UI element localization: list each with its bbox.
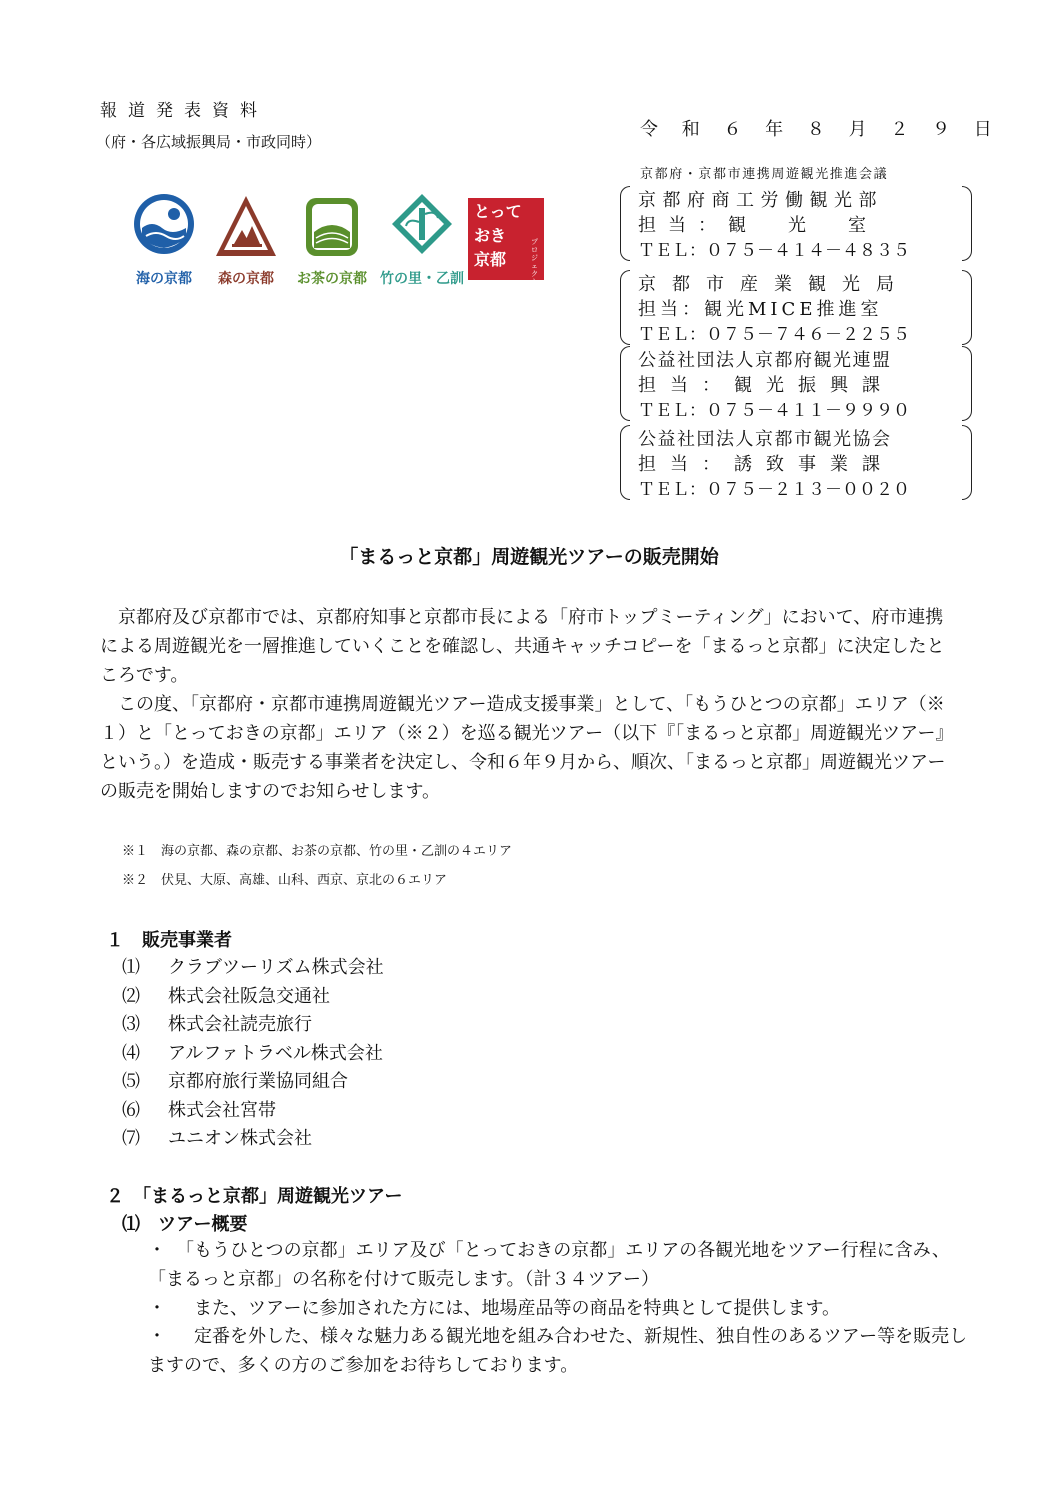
contact-department: 京都府商工労働観光部 <box>638 190 883 211</box>
footnote: ※１ 海の京都、森の京都、お茶の京都、竹の里・乙訓の４エリア <box>122 844 513 859</box>
contact-department: 公益社団法人京都市観光協会 <box>638 429 892 450</box>
contact-phone: ＴＥＬ：０７５－２１３－００２０ <box>638 480 910 500</box>
contact-person: 担当：観 光 室 <box>638 215 878 236</box>
item-number: ⑵ <box>122 986 140 1007</box>
bullet-text: 「もうひとつの京都」エリア及び「とっておきの京都」エリアの各観光地をツアー行程に含み、「まるっと京都」の名称を付けて販売します。（計３４ツアー） <box>148 1240 950 1290</box>
release-date: 令 和 ６ 年 ８ 月 ２ ９ 日 <box>640 119 1001 140</box>
headline: 「まるっと京都」周遊観光ツアーの販売開始 <box>339 546 719 568</box>
contact-phone: ＴＥＬ：０７５－４１４－４８３５ <box>638 241 910 261</box>
logo-label-line: 京都 <box>474 250 507 269</box>
contact-department: 京都市産業観光局 <box>638 274 910 295</box>
bullet-mark: ・ <box>148 1326 166 1347</box>
bullet-text: 定番を外した、様々な魅力ある観光地を組み合わせた、新規性、独自性のあるツアー等を販売しますので、多くの方のご参加をお待ちしております。 <box>148 1326 968 1376</box>
section-2-subheading: ⑴ ツアー概要 <box>122 1214 248 1235</box>
contact-block <box>620 346 972 421</box>
item-text: アルファトラベル株式会社 <box>168 1043 383 1064</box>
area-logos <box>100 182 574 320</box>
footnote: ※２ 伏見、大原、高雄、山科、西京、京北の６エリア <box>122 873 448 888</box>
item-text: ユニオン株式会社 <box>168 1128 312 1149</box>
bamboo-icon <box>390 192 454 262</box>
bullet-text: また、ツアーに参加された方には、地場産品等の商品を特典として提供します。 <box>176 1298 841 1319</box>
item-number: ⑷ <box>122 1043 140 1064</box>
logo-side-label: プロジェクト <box>531 238 538 286</box>
body-paragraph-1: 京都府及び京都市では、京都府知事と京都市長による「府市トップミーティング」において、府市連携による周遊観光を一層推進していくことを確認し、共通キャッチコピーを「まるっと京都」に決定したところです。 <box>100 607 945 686</box>
item-text: クラブツーリズム株式会社 <box>168 957 384 978</box>
bullet-mark: ・ <box>148 1298 166 1319</box>
section-2-heading: ２ 「まるっと京都」周遊観光ツアー <box>106 1186 403 1207</box>
logo-label-line: とって <box>474 202 522 221</box>
logo-caption: 竹の里・乙訓 <box>380 271 464 287</box>
contact-block <box>620 270 972 345</box>
item-text: 株式会社読売旅行 <box>168 1014 312 1035</box>
contact-person: 担当：誘致事業課 <box>638 454 894 475</box>
list-item <box>122 1124 312 1150</box>
section-1-heading: １ 販売事業者 <box>106 930 232 951</box>
wave-icon <box>132 192 196 262</box>
list-item <box>122 1039 383 1065</box>
release-title: 報道発表資料 <box>100 101 268 121</box>
list-item <box>122 953 384 979</box>
organization-name: 京都府・京都市連携周遊観光推進会議 <box>640 167 889 182</box>
forest-kyoto-logo <box>206 192 286 302</box>
contact-phone: ＴＥＬ：０７５－４１１－９９９０ <box>638 401 910 421</box>
logo-label-line: おき <box>474 226 507 245</box>
contact-block <box>620 425 972 500</box>
release-note: （府・各広域振興局・市政同時） <box>96 133 322 151</box>
list-item <box>122 1010 312 1036</box>
item-text: 株式会社宮帯 <box>168 1100 276 1121</box>
list-item <box>122 1096 276 1122</box>
item-number: ⑶ <box>122 1014 140 1035</box>
bullet-item <box>148 1236 968 1294</box>
bullet-item <box>148 1322 968 1380</box>
tea-field-icon <box>300 192 364 262</box>
list-item <box>122 1067 348 1093</box>
list-item <box>122 982 330 1008</box>
item-number: ⑺ <box>122 1128 140 1149</box>
bamboo-otokuni-logo <box>382 192 462 302</box>
item-text: 株式会社阪急交通社 <box>168 986 330 1007</box>
tea-kyoto-logo <box>292 192 372 302</box>
body-paragraph-2: この度、「京都府・京都市連携周遊観光ツアー造成支援事業」として、「もうひとつの京都」エリア（※１）と「とっておきの京都」エリア（※２）を巡る観光ツアー（以下『「まるっと京都」周遊観光ツアー』という。）を造成・販売する事業者を決定し、令和６年９月から、順次、「まるっと京都」周遊観光ツアーの販売を開始しますのでお知らせします。 <box>100 694 954 802</box>
item-number: ⑹ <box>122 1100 140 1121</box>
logo-caption: 森の京都 <box>218 271 274 287</box>
item-number: ⑸ <box>122 1071 140 1092</box>
contact-department: 公益社団法人京都府観光連盟 <box>638 350 892 371</box>
item-text: 京都府旅行業協同組合 <box>168 1071 348 1092</box>
contact-person: 担当：観光MICE推進室 <box>638 299 883 320</box>
item-number: ⑴ <box>122 957 140 978</box>
contact-phone: ＴＥＬ：０７５－７４６－２２５５ <box>638 325 910 345</box>
tottekioki-kyoto-logo <box>468 192 544 302</box>
bullet-mark: ・ <box>148 1240 166 1261</box>
contact-person: 担当：観光振興課 <box>638 375 894 396</box>
logo-caption: 海の京都 <box>136 271 192 287</box>
bullet-item <box>148 1294 968 1323</box>
mountain-icon <box>214 192 278 262</box>
logo-caption: お茶の京都 <box>297 271 367 287</box>
contact-block <box>620 186 972 261</box>
sea-kyoto-logo <box>124 192 204 302</box>
